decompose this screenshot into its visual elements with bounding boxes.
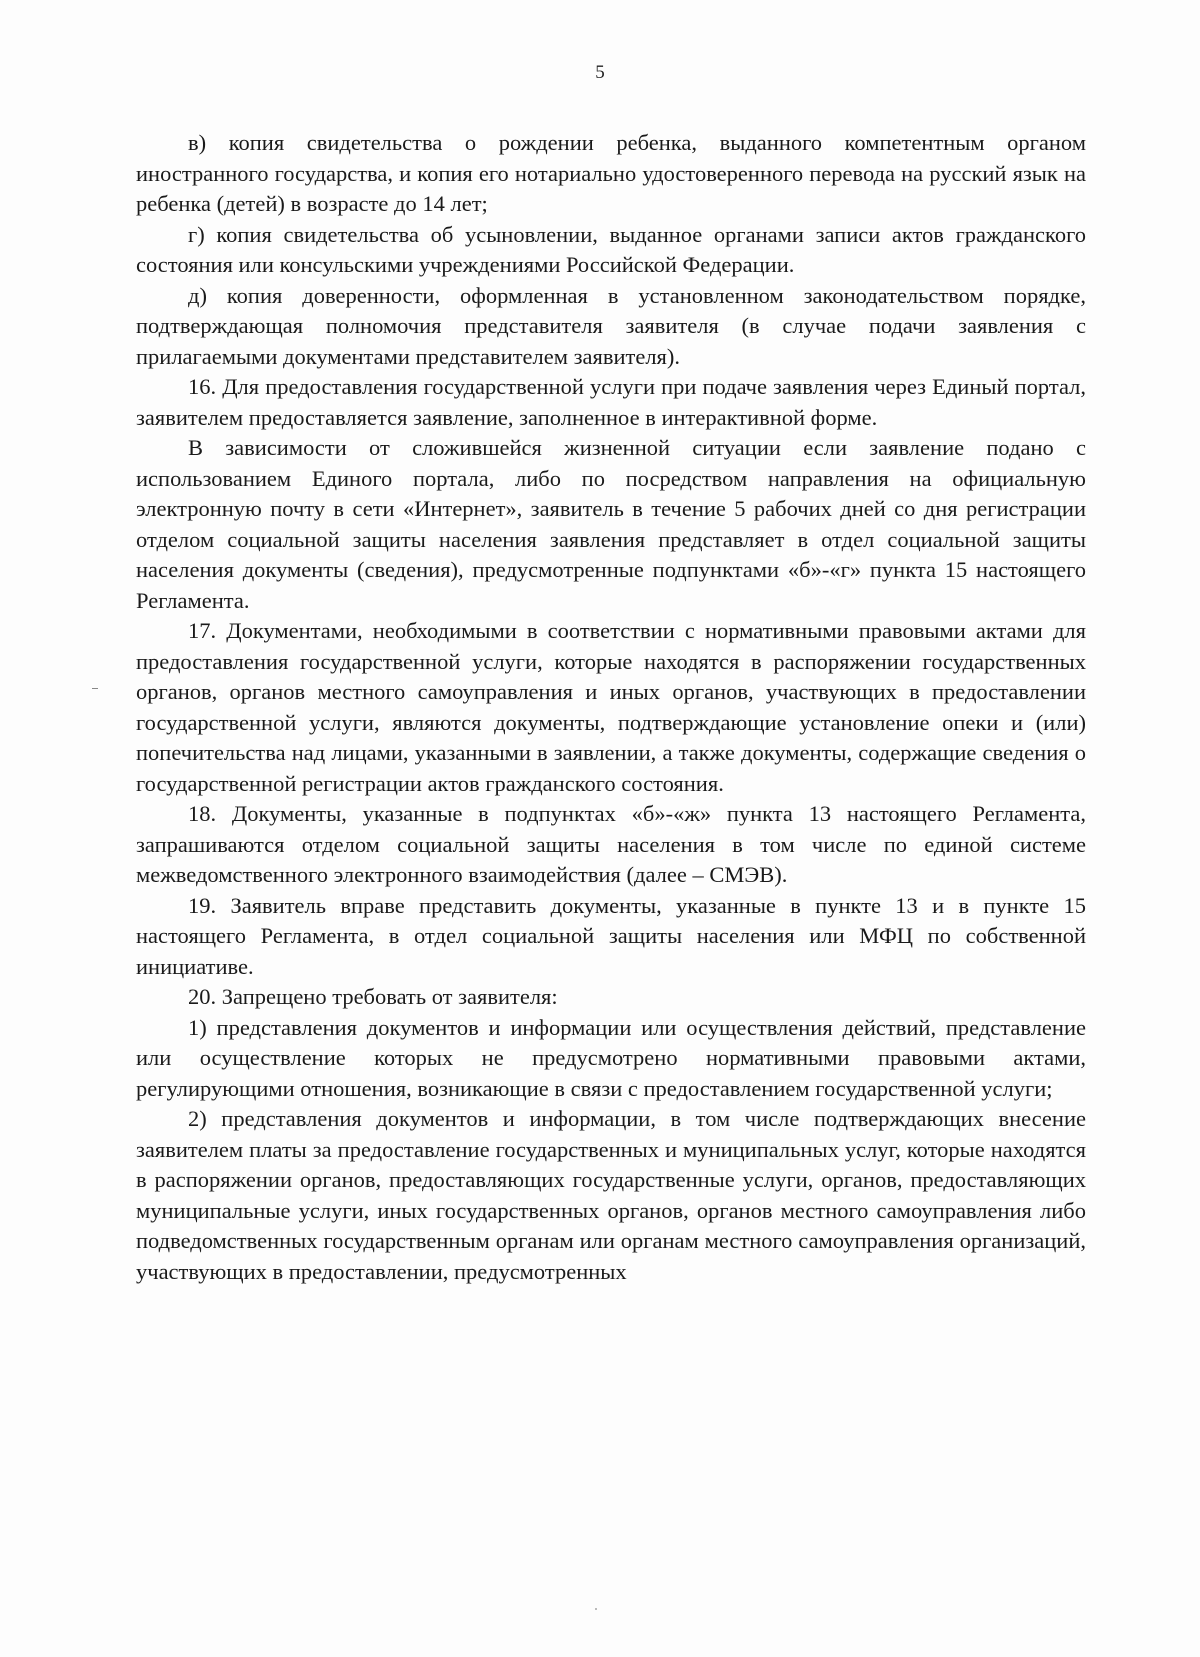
paragraph-d-power-of-attorney: д) копия доверенности, оформленная в установленном законодательством порядке, подтверждающая полномочия представителя заявителя (в случае подачи заявления с прилагаемыми документами представителем заявителя). — [136, 282, 1086, 369]
paragraph-20-item-2: 2) представления документов и информации, в том числе подтверждающих внесение заявителем платы за предоставление государственных и муниципальных услуг, которые находятся в распоряжении органов, предоставляющих государственные услуги, органов, предоставляющих муниципальные услуги, иных государственных органов, органов местного самоуправления либо подведомственных государственным органам или органам местного самоуправления организаций, участвующих в предоставлении, предусмотренных — [136, 1106, 1086, 1284]
paragraph-20: 20. Запрещено требовать от заявителя: — [188, 984, 558, 1009]
paragraph-16: 16. Для предоставления государственной услуги при подаче заявления через Единый портал, заявителем предоставляется заявление, заполненное в интерактивной форме. — [136, 374, 1086, 430]
paragraph-20-item-1: 1) представления документов и информации или осуществления действий, представление или осуществление которых не предусмотрено нормативными правовыми актами, регулирующими отношения, возникающие в связи с предоставлением государственной услуги; — [136, 1014, 1086, 1101]
paragraph-16-continuation: В зависимости от сложившейся жизненной ситуации если заявление подано с использованием Единого портала, либо по посредством направления на официальную электронную почту в сети «Интернет», заявитель в течение 5 рабочих дней со дня регистрации отделом социальной защиты населения заявления представляет в отдел социальной защиты населения документы (сведения), предусмотренные подпунктами «б»-«г» пункта 15 настоящего Регламента. — [136, 435, 1086, 613]
paragraph-g-adoption-certificate: г) копия свидетельства об усыновлении, выданное органами записи актов гражданского состояния или консульскими учреждениями Российской Федерации. — [136, 221, 1086, 277]
document-body — [136, 128, 1086, 1287]
paragraph-19: 19. Заявитель вправе представить документы, указанные в пункте 13 и в пункте 15 настоящего Регламента, в отдел социальной защиты населения или МФЦ по собственной инициативе. — [136, 892, 1086, 979]
paragraph-17: 17. Документами, необходимыми в соответствии с нормативными правовыми актами для предоставления государственной услуги, которые находятся в распоряжении государственных органов, органов местного самоуправления и иных органов, участвующих в предоставлении государственной услуги, являются документы, подтверждающие установление опеки и (или) попечительства над лицами, указанными в заявлении, а также документы, содержащие сведения о государственной регистрации актов гражданского состояния. — [136, 618, 1086, 796]
scan-artifact — [92, 688, 98, 689]
paragraph-v-birth-certificate: в) копия свидетельства о рождении ребенка, выданного компетентным органом иностранного государства, и копия его нотариально удостоверенного перевода на русский язык на ребенка (детей) в возрасте до 14 лет; — [136, 130, 1086, 216]
page-number: 5 — [595, 62, 605, 83]
paragraph-18: 18. Документы, указанные в подпунктах «б»-«ж» пункта 13 настоящего Регламента, запрашиваются отделом социальной защиты населения в том числе по единой системе межведомственного электронного взаимодействия (далее – СМЭВ). — [136, 801, 1086, 887]
scan-artifact — [595, 1608, 597, 1610]
